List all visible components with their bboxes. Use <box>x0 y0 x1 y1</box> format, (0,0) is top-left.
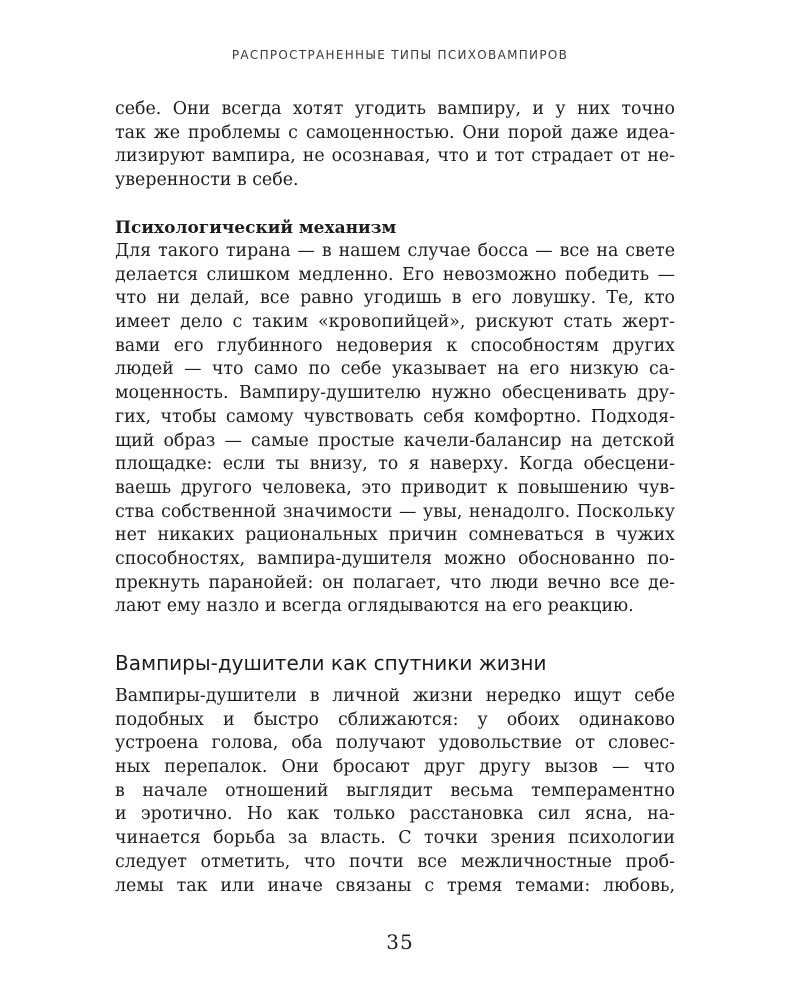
text-line: людей — что само по себе указывает на его низкую са- <box>115 359 675 380</box>
page-number: 35 <box>386 930 414 954</box>
text-line: Вампиры-душители в личной жизни нередко ищут себе <box>115 686 675 706</box>
mechanism-section <box>115 216 675 619</box>
text-line: площадке: если ты внизу, то я наверху. Когда обесцени- <box>115 454 675 475</box>
text-line: вами его глубинного недоверия к способностям других <box>115 335 675 356</box>
text-line: гих, чтобы самому чувствовать себя комфортно. Подходя- <box>115 406 675 427</box>
text-line: Для такого тирана — в нашем случае босса — все на свете <box>115 241 675 261</box>
text-line: так же проблемы с самоценностью. Они порой даже идеа- <box>115 122 675 143</box>
text-line: следует отметить, что почти все межличностные проб- <box>115 851 675 872</box>
text-line: делается слишком медленно. Его невозможно победить — <box>115 264 675 285</box>
paragraph-continuation <box>115 98 675 193</box>
subheading-mechanism: Психологический механизм <box>115 218 397 238</box>
section-title: Вампиры-душители как спутники жизни <box>115 651 547 675</box>
text-line: уверенности в себе. <box>115 170 299 191</box>
paragraph-mechanism <box>115 240 675 619</box>
text-line: щий образ — самые простые качели-балансир на детской <box>115 430 675 451</box>
text-line: чинается борьба за власть. С точки зрения психологии <box>115 828 675 849</box>
text-line: что ни делай, все равно угодишь в его ловушку. Те, кто <box>115 288 675 309</box>
running-header: РАСПРОСТРАНЕННЫЕ ТИПЫ ПСИХОВАМПИРОВ <box>231 48 569 62</box>
text-line: способностях, вампира-душителя можно обоснованно по- <box>115 548 675 569</box>
text-line: ваешь другого человека, это приводит к повышению чув- <box>115 477 675 498</box>
text-line: лемы так или иначе связаны с тремя темами: любовь, <box>115 875 675 896</box>
text-line: себе. Они всегда хотят угодить вампиру, и у них точно <box>115 99 675 119</box>
paragraph-companions <box>115 685 675 898</box>
text-line: лизируют вампира, не осознавая, что и тот страдает от не- <box>115 146 675 167</box>
text-line: моценность. Вампиру-душителю нужно обесценивать дру- <box>115 383 675 404</box>
text-line: нет никаких рациональных причин сомневаться в чужих <box>115 525 675 546</box>
text-line: в начале отношений выглядит весьма темпераментно <box>115 780 675 801</box>
text-line: устроена голова, оба получают удовольствие от словес- <box>115 733 675 754</box>
text-line: подобных и быстро сближаются: у обоих одинаково <box>115 709 675 730</box>
text-line: прекнуть паранойей: он полагает, что люди вечно все де- <box>115 572 675 593</box>
text-line: лают ему назло и всегда оглядываются на его реакцию. <box>115 596 634 617</box>
text-line: и эротично. Но как только расстановка сил ясна, на- <box>115 804 675 825</box>
text-line: ных перепалок. Они бросают друг другу вызов — что <box>115 757 675 778</box>
text-line: имеет дело с таким «кровопийцей», рискуют стать жерт- <box>115 312 675 333</box>
text-line: ства собственной значимости — увы, ненадолго. Поскольку <box>115 501 675 522</box>
